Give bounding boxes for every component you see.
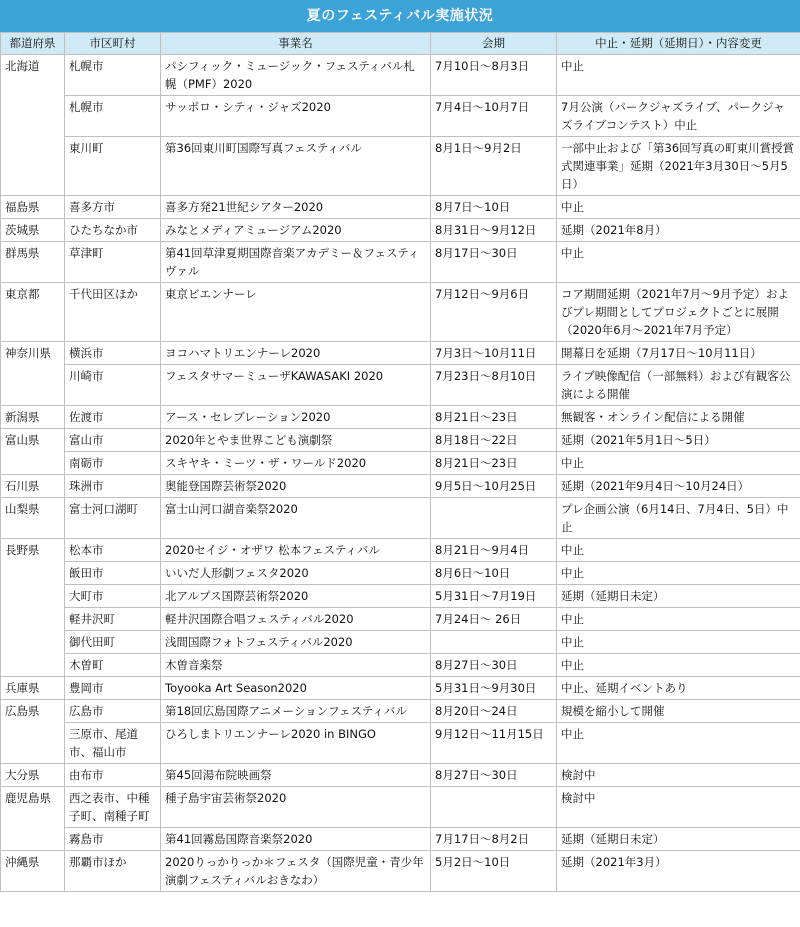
table-row bbox=[1, 828, 800, 851]
municipality-cell: 珠洲市 bbox=[65, 475, 161, 498]
header-municipality: 市区町村 bbox=[65, 33, 161, 55]
prefecture-cell: 沖縄県 bbox=[1, 851, 65, 892]
status-cell: 中止 bbox=[557, 631, 800, 654]
event-name-cell: 第36回東川町国際写真フェスティバル bbox=[161, 137, 431, 196]
municipality-cell: 三原市、尾道市、福山市 bbox=[65, 723, 161, 764]
event-name-cell: スキヤキ・ミーツ・ザ・ワールド2020 bbox=[161, 452, 431, 475]
event-name-cell: ヨコハマトリエンナーレ2020 bbox=[161, 342, 431, 365]
status-cell: 中止 bbox=[557, 242, 800, 283]
table-row bbox=[1, 242, 800, 283]
municipality-cell: 那覇市ほか bbox=[65, 851, 161, 892]
prefecture-cell bbox=[1, 654, 65, 677]
period-cell bbox=[431, 498, 557, 539]
prefecture-cell: 鹿児島県 bbox=[1, 787, 65, 828]
event-name-cell: いいだ人形劇フェスタ2020 bbox=[161, 562, 431, 585]
period-cell: 9月5日～10月25日 bbox=[431, 475, 557, 498]
municipality-cell: 東川町 bbox=[65, 137, 161, 196]
period-cell: 8月17日～30日 bbox=[431, 242, 557, 283]
status-cell: コア期間延期（2021年7月～9月予定）およびプレ期間としてプロジェクトごとに展開（2020年6月～2021年7月予定） bbox=[557, 283, 800, 342]
table-row bbox=[1, 562, 800, 585]
prefecture-cell bbox=[1, 452, 65, 475]
period-cell: 8月18日～22日 bbox=[431, 429, 557, 452]
table-row bbox=[1, 342, 800, 365]
status-cell: 延期（延期日未定） bbox=[557, 828, 800, 851]
prefecture-cell bbox=[1, 137, 65, 196]
status-cell: 中止、延期イベントあり bbox=[557, 677, 800, 700]
period-cell: 7月17日～8月2日 bbox=[431, 828, 557, 851]
status-cell: 一部中止および「第36回写真の町東川賞授賞式関連事業」延期（2021年3月30日～5月5日） bbox=[557, 137, 800, 196]
event-name-cell: 富士山河口湖音楽祭2020 bbox=[161, 498, 431, 539]
period-cell: 8月21日～9月4日 bbox=[431, 539, 557, 562]
event-name-cell: ひろしまトリエンナーレ2020 in BINGO bbox=[161, 723, 431, 764]
period-cell: 5月2日～10日 bbox=[431, 851, 557, 892]
prefecture-cell: 山梨県 bbox=[1, 498, 65, 539]
event-name-cell: 第45回湯布院映画祭 bbox=[161, 764, 431, 787]
table-title: 夏のフェスティバル実施状況 bbox=[0, 0, 800, 32]
status-cell: 規模を縮小して開催 bbox=[557, 700, 800, 723]
event-name-cell: 奥能登国際芸術祭2020 bbox=[161, 475, 431, 498]
municipality-cell: 喜多方市 bbox=[65, 196, 161, 219]
status-cell: 延期（2021年5月1日～5日） bbox=[557, 429, 800, 452]
municipality-cell: ひたちなか市 bbox=[65, 219, 161, 242]
table-row bbox=[1, 475, 800, 498]
prefecture-cell: 群馬県 bbox=[1, 242, 65, 283]
table-row bbox=[1, 764, 800, 787]
municipality-cell: 霧島市 bbox=[65, 828, 161, 851]
event-name-cell: アース・セレブレーション2020 bbox=[161, 406, 431, 429]
prefecture-cell: 石川県 bbox=[1, 475, 65, 498]
event-name-cell: サッポロ・シティ・ジャズ2020 bbox=[161, 96, 431, 137]
prefecture-cell bbox=[1, 723, 65, 764]
prefecture-cell: 広島県 bbox=[1, 700, 65, 723]
municipality-cell: 富山市 bbox=[65, 429, 161, 452]
event-name-cell: Toyooka Art Season2020 bbox=[161, 677, 431, 700]
table-row bbox=[1, 196, 800, 219]
municipality-cell: 南砺市 bbox=[65, 452, 161, 475]
prefecture-cell bbox=[1, 365, 65, 406]
event-name-cell: 軽井沢国際合唱フェスティバル2020 bbox=[161, 608, 431, 631]
event-name-cell: 北アルプス国際芸術祭2020 bbox=[161, 585, 431, 608]
table-row bbox=[1, 787, 800, 828]
table-row bbox=[1, 137, 800, 196]
prefecture-cell: 兵庫県 bbox=[1, 677, 65, 700]
period-cell bbox=[431, 787, 557, 828]
status-cell: 延期（延期日未定） bbox=[557, 585, 800, 608]
event-name-cell: 東京ビエンナーレ bbox=[161, 283, 431, 342]
period-cell: 7月10日～8月3日 bbox=[431, 55, 557, 96]
municipality-cell: 富士河口湖町 bbox=[65, 498, 161, 539]
period-cell: 7月4日～10月7日 bbox=[431, 96, 557, 137]
table-row bbox=[1, 498, 800, 539]
municipality-cell: 松本市 bbox=[65, 539, 161, 562]
status-cell: 延期（2021年8月） bbox=[557, 219, 800, 242]
status-cell: 7月公演（パークジャズライブ、パークジャズライブコンテスト）中止 bbox=[557, 96, 800, 137]
festival-table bbox=[0, 32, 800, 892]
period-cell: 8月31日～9月12日 bbox=[431, 219, 557, 242]
event-name-cell: みなとメディアミュージアム2020 bbox=[161, 219, 431, 242]
status-cell: 開幕日を延期（7月17日～10月11日） bbox=[557, 342, 800, 365]
header-event-name: 事業名 bbox=[161, 33, 431, 55]
period-cell: 5月31日～9月30日 bbox=[431, 677, 557, 700]
status-cell: 延期（2021年9月4日～10月24日） bbox=[557, 475, 800, 498]
period-cell: 8月21日～23日 bbox=[431, 406, 557, 429]
table-row bbox=[1, 365, 800, 406]
table-row bbox=[1, 631, 800, 654]
status-cell: 検討中 bbox=[557, 787, 800, 828]
header-status: 中止・延期（延期日）・内容変更 bbox=[557, 33, 800, 55]
table-row bbox=[1, 723, 800, 764]
status-cell: ライブ映像配信（一部無料）および有観客公演による開催 bbox=[557, 365, 800, 406]
event-name-cell: 2020年とやま世界こども演劇祭 bbox=[161, 429, 431, 452]
table-row bbox=[1, 429, 800, 452]
status-cell: 中止 bbox=[557, 452, 800, 475]
table-row bbox=[1, 406, 800, 429]
municipality-cell: 千代田区ほか bbox=[65, 283, 161, 342]
prefecture-cell: 福島県 bbox=[1, 196, 65, 219]
prefecture-cell bbox=[1, 828, 65, 851]
municipality-cell: 大町市 bbox=[65, 585, 161, 608]
period-cell: 7月23日～8月10日 bbox=[431, 365, 557, 406]
prefecture-cell: 大分県 bbox=[1, 764, 65, 787]
table-row bbox=[1, 654, 800, 677]
status-cell: 中止 bbox=[557, 539, 800, 562]
municipality-cell: 横浜市 bbox=[65, 342, 161, 365]
status-cell: 中止 bbox=[557, 723, 800, 764]
event-name-cell: 木曽音楽祭 bbox=[161, 654, 431, 677]
prefecture-cell: 神奈川県 bbox=[1, 342, 65, 365]
table-row bbox=[1, 96, 800, 137]
period-cell: 8月20日～24日 bbox=[431, 700, 557, 723]
municipality-cell: 軽井沢町 bbox=[65, 608, 161, 631]
status-cell: 中止 bbox=[557, 55, 800, 96]
status-cell: 検討中 bbox=[557, 764, 800, 787]
municipality-cell: 西之表市、中種子町、南種子町 bbox=[65, 787, 161, 828]
prefecture-cell bbox=[1, 96, 65, 137]
municipality-cell: 札幌市 bbox=[65, 55, 161, 96]
municipality-cell: 広島市 bbox=[65, 700, 161, 723]
table-row bbox=[1, 677, 800, 700]
period-cell: 8月21日～23日 bbox=[431, 452, 557, 475]
prefecture-cell: 茨城県 bbox=[1, 219, 65, 242]
table-row bbox=[1, 283, 800, 342]
municipality-cell: 飯田市 bbox=[65, 562, 161, 585]
period-cell: 7月3日～10月11日 bbox=[431, 342, 557, 365]
period-cell: 5月31日～7月19日 bbox=[431, 585, 557, 608]
period-cell: 8月27日～30日 bbox=[431, 654, 557, 677]
status-cell: 中止 bbox=[557, 608, 800, 631]
prefecture-cell: 新潟県 bbox=[1, 406, 65, 429]
event-name-cell: 第41回草津夏期国際音楽アカデミー＆フェスティヴァル bbox=[161, 242, 431, 283]
prefecture-cell bbox=[1, 585, 65, 608]
status-cell: 中止 bbox=[557, 562, 800, 585]
table-row bbox=[1, 55, 800, 96]
event-name-cell: 第18回広島国際アニメーションフェスティバル bbox=[161, 700, 431, 723]
table-row bbox=[1, 585, 800, 608]
municipality-cell: 川崎市 bbox=[65, 365, 161, 406]
event-name-cell: 浅間国際フォトフェスティバル2020 bbox=[161, 631, 431, 654]
period-cell: 9月12日～11月15日 bbox=[431, 723, 557, 764]
status-cell: 中止 bbox=[557, 654, 800, 677]
period-cell: 8月6日～10日 bbox=[431, 562, 557, 585]
status-cell: プレ企画公演（6月14日、7月4日、5日）中止 bbox=[557, 498, 800, 539]
table-row bbox=[1, 219, 800, 242]
municipality-cell: 佐渡市 bbox=[65, 406, 161, 429]
status-cell: 延期（2021年3月） bbox=[557, 851, 800, 892]
event-name-cell: 種子島宇宙芸術祭2020 bbox=[161, 787, 431, 828]
municipality-cell: 由布市 bbox=[65, 764, 161, 787]
period-cell bbox=[431, 631, 557, 654]
table-row bbox=[1, 608, 800, 631]
prefecture-cell bbox=[1, 608, 65, 631]
status-cell: 無観客・オンライン配信による開催 bbox=[557, 406, 800, 429]
period-cell: 8月7日～10日 bbox=[431, 196, 557, 219]
table-body bbox=[1, 55, 800, 892]
municipality-cell: 豊岡市 bbox=[65, 677, 161, 700]
prefecture-cell bbox=[1, 631, 65, 654]
municipality-cell: 札幌市 bbox=[65, 96, 161, 137]
period-cell: 7月24日～ 26日 bbox=[431, 608, 557, 631]
period-cell: 8月1日～9月2日 bbox=[431, 137, 557, 196]
prefecture-cell: 富山県 bbox=[1, 429, 65, 452]
municipality-cell: 木曽町 bbox=[65, 654, 161, 677]
header-row bbox=[1, 33, 800, 55]
table-row bbox=[1, 452, 800, 475]
header-prefecture: 都道府県 bbox=[1, 33, 65, 55]
table-row bbox=[1, 539, 800, 562]
table-row bbox=[1, 700, 800, 723]
period-cell: 8月27日～30日 bbox=[431, 764, 557, 787]
table-row bbox=[1, 851, 800, 892]
event-name-cell: フェスタサマーミューザKAWASAKI 2020 bbox=[161, 365, 431, 406]
prefecture-cell bbox=[1, 562, 65, 585]
event-name-cell: 喜多方発21世紀シアター2020 bbox=[161, 196, 431, 219]
municipality-cell: 御代田町 bbox=[65, 631, 161, 654]
event-name-cell: 2020りっかりっか＊フェスタ（国際児童・青少年演劇フェスティバルおきなわ） bbox=[161, 851, 431, 892]
municipality-cell: 草津町 bbox=[65, 242, 161, 283]
event-name-cell: パシフィック・ミュージック・フェスティバル札幌（PMF）2020 bbox=[161, 55, 431, 96]
period-cell: 7月12日～9月6日 bbox=[431, 283, 557, 342]
header-period: 会期 bbox=[431, 33, 557, 55]
prefecture-cell: 東京都 bbox=[1, 283, 65, 342]
event-name-cell: 第41回霧島国際音楽祭2020 bbox=[161, 828, 431, 851]
prefecture-cell: 北海道 bbox=[1, 55, 65, 96]
status-cell: 中止 bbox=[557, 196, 800, 219]
event-name-cell: 2020セイジ・オザワ 松本フェスティバル bbox=[161, 539, 431, 562]
prefecture-cell: 長野県 bbox=[1, 539, 65, 562]
